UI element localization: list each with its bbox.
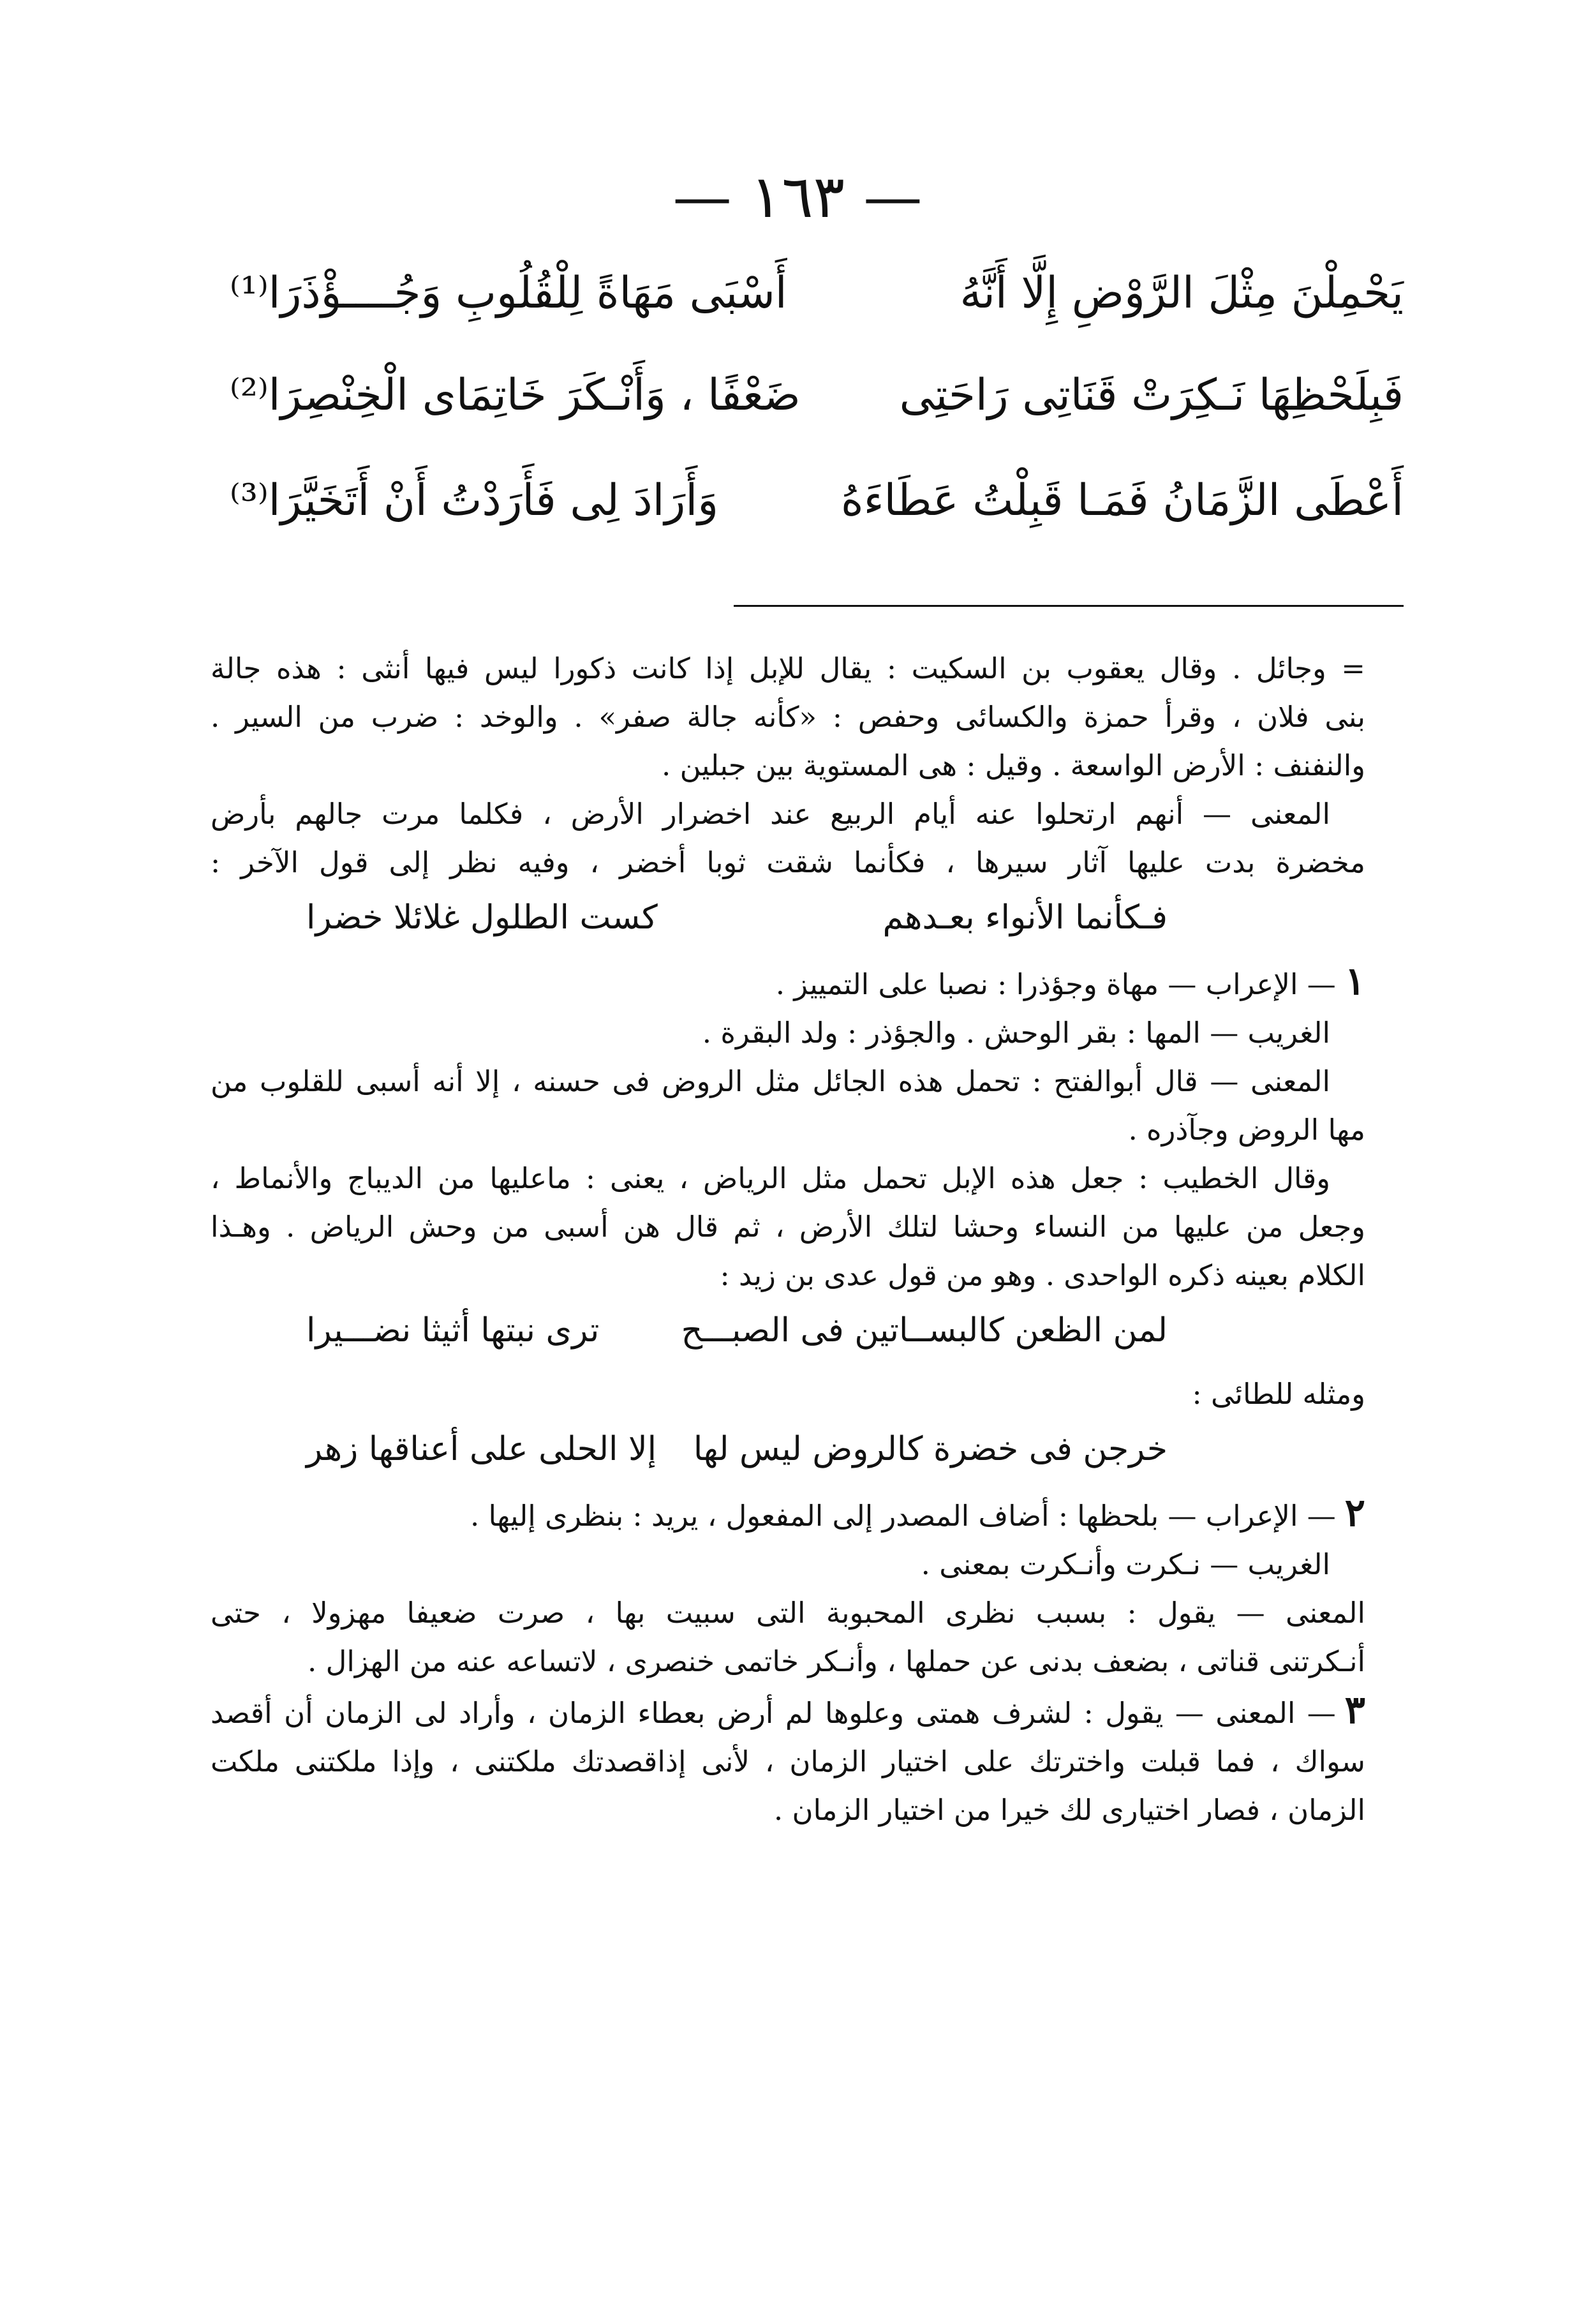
commentary-line: مها الروض وجآذره . — [1128, 1113, 1365, 1147]
quoted-verse — [211, 887, 1365, 957]
commentary-line: بنى فلان ، وقرأ حمزة والكسائى وحفص : «كأنه جالة صفر» . والوخد : ضرب من السير . — [211, 700, 1365, 734]
footnote-number: ١ — [1344, 959, 1365, 1004]
footnote-text: — المعنى — يقول : لشرف همتى وعلوها لم أرض بعطاء الزمان ، وأراد لى الزمان أن أقصد — [211, 1696, 1336, 1730]
commentary-line: والنفنف : الأرض الواسعة . وقيل : هى المستوية بين جبلين . — [661, 749, 1365, 782]
page-number: — ١٦٣ — — [672, 163, 923, 231]
commentary-line: أنـكرتنى قناتى ، بضعف بدنى عن حملها ، وأنـكر خاتمى خنصرى ، لاتساعه عنه من الهزال . — [308, 1644, 1365, 1678]
footnote-number: ٢ — [1344, 1491, 1365, 1535]
footnote-divider — [734, 605, 1404, 607]
footnote-3-heading — [211, 1686, 1365, 1738]
commentary-line: الغريب — نـكرت وأنـكرت بمعنى . — [921, 1547, 1330, 1581]
commentary-line: المعنى — يقول : بسبب نظرى المحبوبة التى سبيت بها ، صرت ضعيفا مهزولا ، حتى — [211, 1596, 1365, 1630]
verse-second-hemistich: وَأَرَادَ لِى فَأَرَدْتُ أَنْ أَتَخَيَّرَا⁽³⁾ — [230, 475, 719, 526]
verse-first-hemistich: لمن الظعن كالبســاتين فى الصبـــح — [681, 1311, 1168, 1350]
poem-verse-3 — [230, 475, 1404, 546]
verse-first-hemistich: فـكأنما الأنواء بعـدهم — [882, 898, 1168, 937]
commentary-section — [211, 644, 1365, 1835]
footnote-text: — الإعراب — مهاة وجؤذرا : نصبا على التمييز . — [775, 967, 1336, 1001]
quoted-verse — [211, 1419, 1365, 1489]
footnote-1-heading — [211, 957, 1365, 1009]
verse-first-hemistich: يَحْمِلْنَ مِثْلَ الرَّوْضِ إِلَّا أَنَّهُ — [960, 268, 1404, 318]
footnote-text: — الإعراب — بلحظها : أضاف المصدر إلى المفعول ، يريد : بنظرى إليها . — [470, 1499, 1336, 1533]
verse-first-hemistich: خرجن فى خضرة كالروض ليس لها — [693, 1430, 1168, 1468]
commentary-line: مخضرة بدت عليها آثار سيرها ، فكأنما شقت ثوبا أخضر ، وفيه نظر إلى قول الآخر : — [211, 845, 1365, 879]
commentary-line: الكلام بعينه ذكره الواحدى . وهو من قول عدى بن زيد : — [720, 1258, 1365, 1292]
footnote-2-heading — [211, 1489, 1365, 1540]
verse-second-hemistich: أَسْبَى مَهَاةً لِلْقُلُوبِ وَجُــــؤْذَرَا⁽¹⁾ — [230, 268, 787, 318]
commentary-line: وجعل من عليها من النساء وحشا لتلك الأرض ، ثم قال هن أسبى من وحش الرياض . وهـذا — [211, 1210, 1365, 1244]
poem-verse-2 — [230, 370, 1404, 440]
verse-second-hemistich: ضَعْفًا ، وَأَنْـكَرَ خَاتِمَاى الْخِنْصِرَا⁽²⁾ — [230, 370, 801, 421]
commentary-line: = وجائل . وقال يعقوب بن السكيت : يقال للإبل إذا كانت ذكورا ليس فيها أنثى : هذه جالة — [211, 652, 1365, 685]
commentary-line: الزمان ، فصار اختيارى لك خيرا من اختيار الزمان . — [773, 1793, 1365, 1827]
commentary-line: الغريب — المها : بقر الوحش . والجؤذر : ولد البقرة . — [702, 1016, 1330, 1050]
commentary-line: المعنى — أنهم ارتحلوا عنه أيام الربيع عند اخضرار الأرض ، فكلما مرت جالهم بأرض — [211, 797, 1330, 831]
quoted-verse — [211, 1300, 1365, 1370]
poem-verse-1 — [230, 268, 1404, 338]
commentary-line: المعنى — قال أبوالفتح : تحمل هذه الجائل مثل الروض فى حسنه ، إلا أنه أسبى للقلوب من — [211, 1064, 1330, 1098]
verse-first-hemistich: فَبِلَحْظِهَا نَـكِرَتْ قَنَاتِى رَاحَتِى — [899, 370, 1404, 421]
verse-first-hemistich: أَعْطَى الزَّمَانُ فَمَـا قَبِلْتُ عَطَاءَهُ — [840, 475, 1404, 526]
commentary-line: سواك ، فما قبلت واخترتك على اختيار الزمان ، لأنى إذاقصدتك ملكتنى ، وإذا ملكتنى ملكت — [211, 1745, 1365, 1778]
verse-second-hemistich: كست الطلول غلائلا خضرا — [306, 898, 658, 937]
footnote-number: ٣ — [1344, 1688, 1365, 1732]
verse-second-hemistich: ترى نبتها أثيثا نضـــيرا — [306, 1311, 600, 1350]
verse-second-hemistich: إلا الحلى على أعناقها زهر — [306, 1430, 657, 1468]
commentary-line: وقال الخطيب : جعل هذه الإبل تحمل مثل الرياض ، يعنى : ماعليها من الديباج والأنماط ، — [211, 1161, 1330, 1195]
commentary-line: ومثله للطائى : — [1192, 1377, 1365, 1411]
